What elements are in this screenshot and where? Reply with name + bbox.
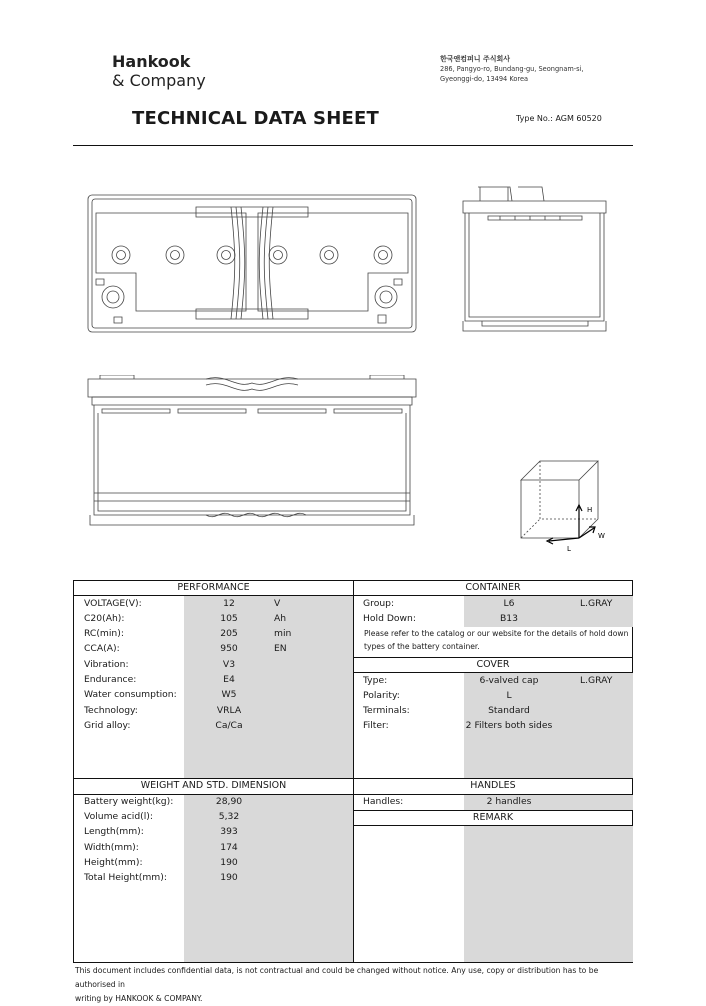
row-value: L: [506, 690, 512, 701]
row-label: Width(mm):: [84, 842, 139, 853]
weight-row: [74, 842, 353, 854]
battery-front-view-drawing: [86, 375, 418, 530]
row-unit: V: [274, 598, 281, 609]
container-row: [354, 598, 632, 610]
row-unit: EN: [274, 643, 287, 654]
footer-line-2: writing by HANKOOK & COMPANY.: [75, 994, 203, 1003]
weight-row: [74, 857, 353, 869]
performance-row: [74, 689, 353, 701]
row-label: Volume acid(l):: [84, 811, 153, 822]
handles-heading: HANDLES: [354, 779, 632, 793]
row-label: Handles:: [363, 796, 404, 807]
row-label: VOLTAGE(V):: [84, 598, 142, 609]
company-logo: [112, 52, 206, 90]
logo-line-1: Hankook: [112, 52, 191, 71]
row-value: L6: [503, 598, 515, 609]
row-value: 174: [220, 842, 238, 853]
line-perf-head: [74, 595, 632, 596]
row-value: 6-valved cap: [479, 675, 539, 686]
hold-down-note-line-2: types of the battery container.: [364, 642, 480, 651]
performance-row: [74, 659, 353, 671]
specification-table: [73, 580, 633, 963]
performance-heading: PERFORMANCE: [74, 581, 353, 595]
document-title: TECHNICAL DATA SHEET: [132, 108, 379, 129]
cover-row: [354, 675, 632, 687]
row-label: C20(Ah):: [84, 613, 125, 624]
row-label: Technology:: [84, 705, 138, 716]
line-weight-head: [74, 794, 632, 795]
cover-row: [354, 720, 632, 732]
row-value: VRLA: [216, 705, 242, 716]
weight-heading: WEIGHT AND STD. DIMENSION: [74, 779, 353, 793]
performance-row: [74, 628, 353, 640]
row-value: 950: [220, 643, 238, 654]
weight-row: [74, 826, 353, 838]
row-unit: min: [274, 628, 292, 639]
row-label: Vibration:: [84, 659, 129, 670]
dimension-axes-diagram: [515, 455, 615, 555]
performance-row: [74, 674, 353, 686]
company-address-block: [440, 54, 584, 84]
row-label: Total Height(mm):: [84, 872, 167, 883]
row-value: 2 handles: [486, 796, 532, 807]
row-label: Water consumption:: [84, 689, 177, 700]
container-row: [354, 613, 632, 625]
row-label: Battery weight(kg):: [84, 796, 174, 807]
row-label: Endurance:: [84, 674, 137, 685]
cover-heading: COVER: [354, 658, 632, 672]
row-label: Terminals:: [363, 705, 410, 716]
row-value: 190: [220, 857, 238, 868]
row-extra: L.GRAY: [580, 675, 613, 686]
row-value: 2 Filters both sides: [465, 720, 553, 731]
table-center-divider: [353, 581, 354, 962]
row-label: Grid alloy:: [84, 720, 131, 731]
cover-row: [354, 705, 632, 717]
row-value: E4: [223, 674, 235, 685]
header-divider: [73, 145, 633, 146]
address-line-2: Gyeonggi-do, 13494 Korea: [440, 75, 529, 83]
hold-down-note-line-1: Please refer to the catalog or our website for the details of hold down: [364, 629, 629, 638]
weight-row: [74, 811, 353, 823]
remark-heading: REMARK: [354, 811, 632, 825]
row-value: V3: [222, 659, 236, 670]
container-heading: CONTAINER: [354, 581, 632, 595]
row-unit: Ah: [274, 613, 287, 624]
shade-right-remark: [464, 826, 633, 962]
footer-line-1: This document includes confidential data, is not contractual and could be changed without notice. Any use, copy or distribution has to be authorised in: [75, 966, 599, 989]
axis-label-l: L: [567, 545, 571, 553]
row-value: B13: [500, 613, 518, 624]
handles-row: [354, 796, 632, 808]
row-value: Ca/Ca: [215, 720, 243, 731]
company-name-korean: 한국앤컴퍼니 주식회사: [440, 55, 511, 63]
row-extra: L.GRAY: [580, 598, 613, 609]
row-label: Hold Down:: [363, 613, 416, 624]
row-value: 28,90: [215, 796, 243, 807]
battery-top-view-drawing: [86, 193, 418, 335]
performance-row: [74, 643, 353, 655]
weight-row: [74, 872, 353, 884]
performance-row: [74, 598, 353, 610]
logo-line-2: & Company: [112, 71, 206, 90]
row-value: 205: [220, 628, 238, 639]
row-label: RC(min):: [84, 628, 124, 639]
row-label: Filter:: [363, 720, 389, 731]
row-value: W5: [221, 689, 237, 700]
type-number: Type No.: AGM 60520: [516, 114, 602, 123]
address-line-1: 286, Pangyo-ro, Bundang-gu, Seongnam-si,: [440, 65, 584, 73]
row-value: 393: [220, 826, 238, 837]
performance-row: [74, 613, 353, 625]
performance-row: [74, 720, 353, 732]
row-label: Type:: [363, 675, 388, 686]
performance-row: [74, 705, 353, 717]
row-label: Height(mm):: [84, 857, 143, 868]
battery-end-view-drawing: [460, 183, 610, 335]
axis-label-h: H: [587, 506, 593, 514]
row-value: 5,32: [218, 811, 240, 822]
row-value: 105: [220, 613, 238, 624]
row-value: 190: [220, 872, 238, 883]
row-label: Group:: [363, 598, 395, 609]
axis-label-w: W: [598, 532, 605, 540]
line-cover-head: [353, 672, 632, 673]
row-value: 12: [223, 598, 235, 609]
row-label: Length(mm):: [84, 826, 144, 837]
row-label: CCA(A):: [84, 643, 120, 654]
line-remark-head: [353, 825, 632, 826]
row-value: Standard: [488, 705, 530, 716]
weight-row: [74, 796, 353, 808]
cover-row: [354, 690, 632, 702]
row-label: Polarity:: [363, 690, 400, 701]
